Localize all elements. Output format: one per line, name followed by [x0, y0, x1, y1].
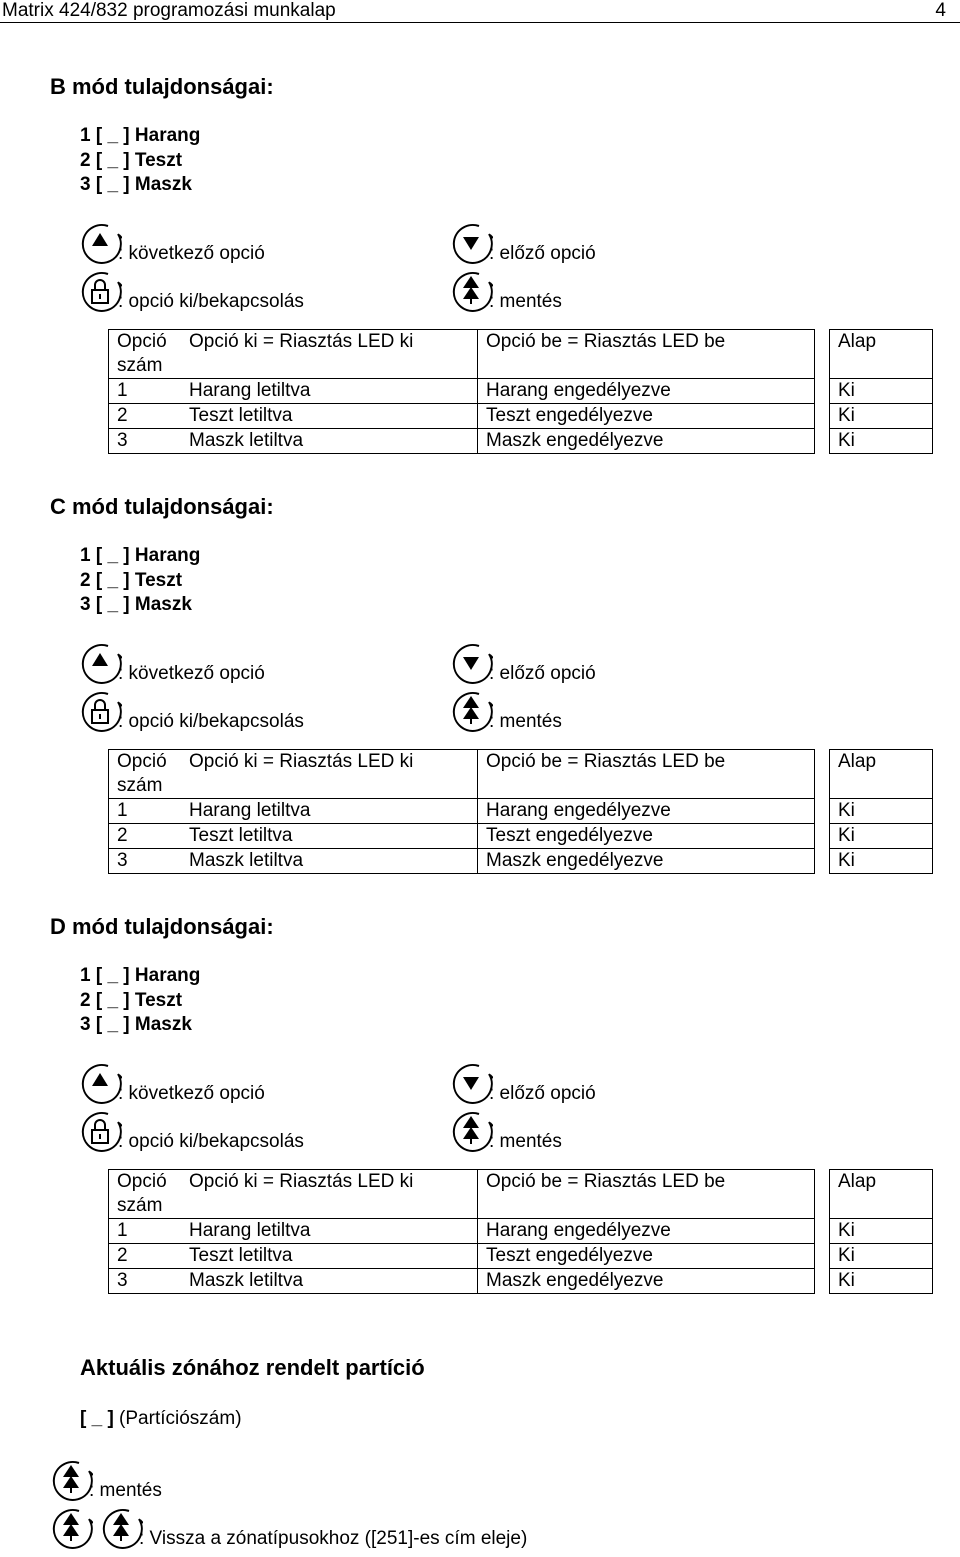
double-arrow-save-key-icon — [449, 689, 493, 733]
header-option-on: Opció be = Riasztás LED be — [478, 1170, 815, 1219]
lock-key-icon — [78, 689, 122, 733]
option-table — [108, 749, 933, 874]
table-header-row — [109, 330, 933, 379]
document-title: Matrix 424/832 programozási munkalap — [2, 0, 336, 21]
toggle-option-label: : opció ki/bekapcsolás — [118, 291, 304, 312]
header-option-number: Opció szám — [109, 330, 182, 379]
next-option-label: : következő opció — [118, 243, 265, 264]
table-row: 2 Teszt letiltva Teszt engedélyezve Ki — [109, 824, 933, 849]
table-row: 1 Harang letiltva Harang engedélyezve Ki — [109, 379, 933, 404]
arrow-up-key-icon — [78, 1061, 122, 1105]
double-arrow-save-key-icon — [49, 1506, 93, 1550]
section-d-mode — [0, 914, 960, 1334]
arrow-down-key-icon — [449, 221, 493, 265]
table-header-row — [109, 750, 933, 799]
prev-option-label: : előző opció — [489, 663, 596, 684]
option-maszk: 3 [ _ ] Maszk — [80, 174, 192, 195]
option-maszk: 3 [ _ ] Maszk — [80, 594, 192, 615]
section-title: C mód tulajdonságai: — [50, 494, 274, 519]
header-option-on: Opció be = Riasztás LED be — [478, 330, 815, 379]
header-option-number: Opció szám — [109, 1170, 182, 1219]
page-number: 4 — [935, 0, 946, 21]
option-list — [80, 544, 200, 618]
table-row: 3 Maszk letiltva Maszk engedélyezve Ki — [109, 429, 933, 454]
option-teszt: 2 [ _ ] Teszt — [80, 569, 183, 591]
toggle-option-label: : opció ki/bekapcsolás — [118, 1131, 304, 1152]
back-to-zone-types-label: : Vissza a zónatípusokhoz ([251]-es cím eleje) — [139, 1528, 528, 1549]
table-row: 2 Teszt letiltva Teszt engedélyezve Ki — [109, 1244, 933, 1269]
header-default: Alap — [830, 330, 933, 379]
header-default: Alap — [830, 750, 933, 799]
double-arrow-save-key-icon — [449, 1109, 493, 1153]
arrow-up-key-icon — [78, 641, 122, 685]
lock-key-icon — [78, 269, 122, 313]
arrow-down-key-icon — [449, 641, 493, 685]
double-arrow-save-key-icon — [49, 1458, 93, 1502]
double-arrow-save-key-icon — [99, 1506, 143, 1550]
header-option-on: Opció be = Riasztás LED be — [478, 750, 815, 799]
option-list — [80, 124, 200, 198]
double-arrow-save-key-icon — [449, 269, 493, 313]
partition-field-label: (Partíciószám) — [113, 1408, 242, 1429]
arrow-down-key-icon — [449, 1061, 493, 1105]
page-header — [0, 0, 960, 23]
partition-section-title: Aktuális zónához rendelt partíció — [80, 1355, 425, 1380]
save-label: : mentés — [489, 1131, 562, 1152]
table-row: 3 Maszk letiltva Maszk engedélyezve Ki — [109, 1269, 933, 1294]
option-table — [108, 329, 933, 454]
option-teszt: 2 [ _ ] Teszt — [80, 149, 183, 171]
save-label: : mentés — [489, 711, 562, 732]
section-title: B mód tulajdonságai: — [50, 74, 274, 99]
option-maszk: 3 [ _ ] Maszk — [80, 1014, 192, 1035]
table-header-row — [109, 1170, 933, 1219]
header-default: Alap — [830, 1170, 933, 1219]
table-row: 1 Harang letiltva Harang engedélyezve Ki — [109, 799, 933, 824]
back-to-zone-types-keys — [49, 1506, 749, 1554]
prev-option-label: : előző opció — [489, 243, 596, 264]
table-row: 1 Harang letiltva Harang engedélyezve Ki — [109, 1219, 933, 1244]
save-label: : mentés — [489, 291, 562, 312]
next-option-label: : következő opció — [118, 1083, 265, 1104]
option-table — [108, 1169, 933, 1294]
partition-save-label: : mentés — [89, 1480, 162, 1501]
next-option-label: : következő opció — [118, 663, 265, 684]
option-list — [80, 964, 200, 1038]
toggle-option-label: : opció ki/bekapcsolás — [118, 711, 304, 732]
option-harang: 1 [ _ ] Harang — [80, 545, 201, 566]
partition-input-placeholder: [ _ ] — [80, 1408, 114, 1429]
section-title: D mód tulajdonságai: — [50, 914, 274, 939]
lock-key-icon — [78, 1109, 122, 1153]
option-harang: 1 [ _ ] Harang — [80, 125, 201, 146]
section-b-mode — [0, 74, 960, 494]
partition-field — [80, 1408, 242, 1430]
header-option-off: Opció ki = Riasztás LED ki — [181, 750, 478, 799]
header-option-off: Opció ki = Riasztás LED ki — [181, 330, 478, 379]
header-option-off: Opció ki = Riasztás LED ki — [181, 1170, 478, 1219]
option-harang: 1 [ _ ] Harang — [80, 965, 201, 986]
arrow-up-key-icon — [78, 221, 122, 265]
header-option-number: Opció szám — [109, 750, 182, 799]
section-c-mode — [0, 494, 960, 914]
prev-option-label: : előző opció — [489, 1083, 596, 1104]
table-row: 2 Teszt letiltva Teszt engedélyezve Ki — [109, 404, 933, 429]
option-teszt: 2 [ _ ] Teszt — [80, 989, 183, 1011]
table-row: 3 Maszk letiltva Maszk engedélyezve Ki — [109, 849, 933, 874]
